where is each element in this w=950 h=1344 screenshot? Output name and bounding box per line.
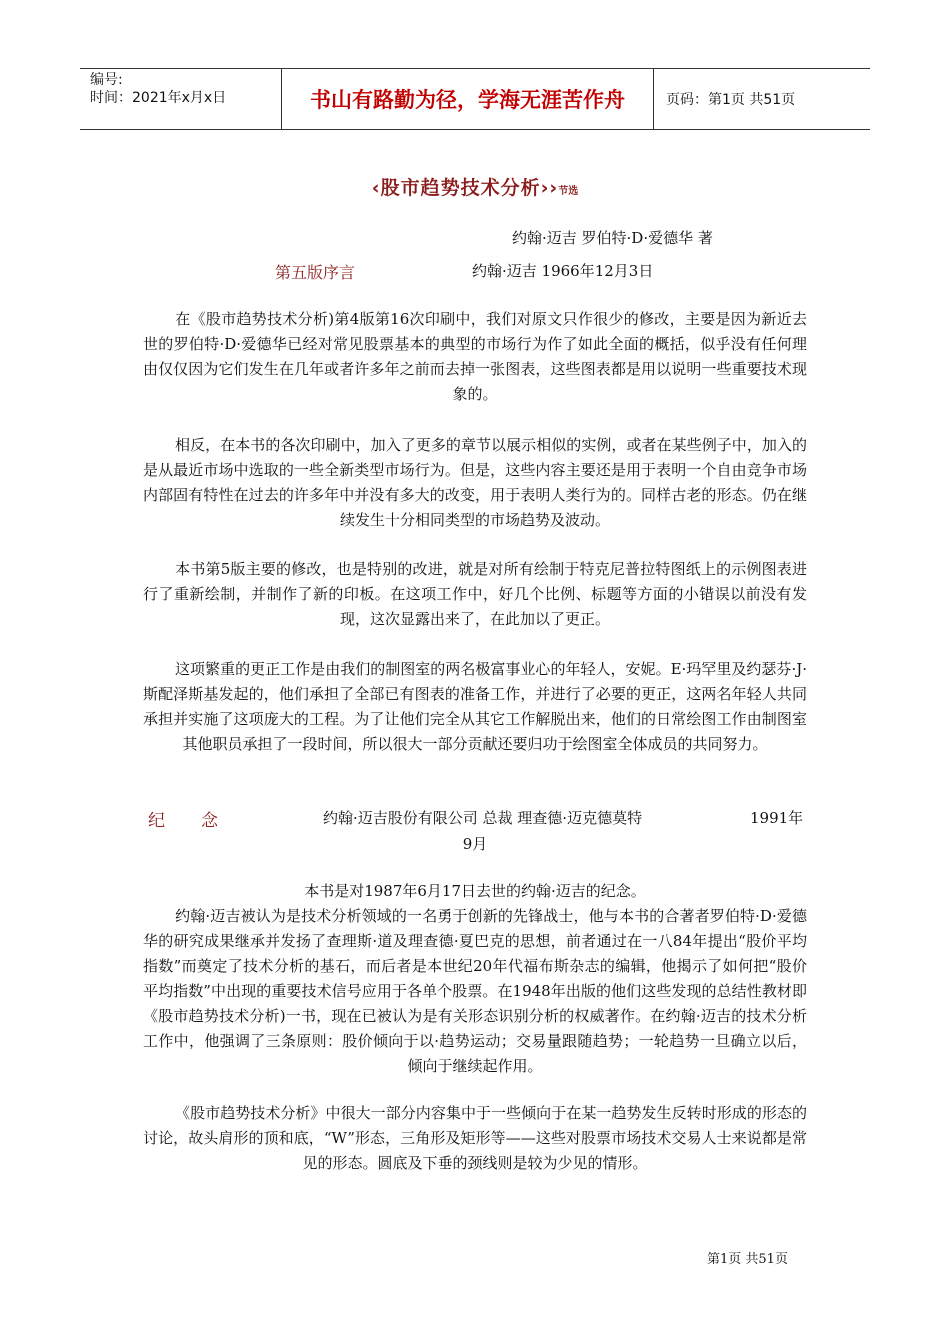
header-page-info: 页码：第1页 共51页 xyxy=(666,92,796,108)
preface-byline: 约翰·迈吉 1966年12月3日 xyxy=(472,262,654,280)
paragraph-text: 本书第5版主要的修改，也是特别的改进，就是对所有绘制于特克尼普拉特图纸上的示例图表进行了重新绘制，并制作了新的印板。在这项工作中，好几个比例、标题等方面的小错误以前没有发现，这次显露出来了，在此加以了更正。 xyxy=(143,560,807,628)
paragraph xyxy=(143,879,807,904)
paragraph-text: 这项繁重的更正工作是由我们的制图室的两名极富事业心的年轻人，安妮。E·玛罕里及约瑟芬·J·斯配泽斯基发起的，他们承担了全部已有图表的准备工作，并进行了必要的更正，这两名年轻人共同承担并实施了这项庞大的工程。为了让他们完全从其它工作解脱出来，他们的日常绘图工作由制图室其他职员承担了一段时间，所以很大一部分贡献还要归功于绘图室全体成员的共同努力。 xyxy=(143,660,807,753)
header-left-cell xyxy=(90,71,280,107)
header-motto: 书山有路勤为径，学海无涯苦作舟 xyxy=(310,88,625,112)
paragraph-text: 相反，在本书的各次印刷中，加入了更多的章节以展示相似的实例，或者在某些例子中，加入的是从最近市场中选取的一些全新类型市场行为。但是，这些内容主要还是用于表明一个自由竞争市场内部固有特性在过去的许多年中并没有多大的改变，用于表明人类行为的。同样古老的形态。仍在继续发生十分相同类型的市场趋势及波动。 xyxy=(143,436,807,529)
memorial-info: 约翰·迈吉股份有限公司 总裁 理查德·迈克德莫特 xyxy=(323,809,643,827)
paragraph-text: 在《股市趋势技术分析)第4版第16次印刷中，我们对原文只作很少的修改，主要是因为新近去世的罗伯特·D·爱德华已经对常见股票基本的典型的市场行为作了如此全面的概括，似乎没有任何理由仅仅因为它们发生在几年或者许多年之前而去掉一张图表，这些图表都是用以说明一些重要技术现象的。 xyxy=(143,310,807,403)
header-table xyxy=(80,68,870,130)
paragraph-text: 约翰·迈吉被认为是技术分析领域的一名勇于创新的先锋战士，他与本书的合著者罗伯特·D·爱德华的研究成果继承并发扬了查理斯·道及理查德·夏巴克的思想，前者通过在一八84年提出“股价平均指数”而奠定了技术分析的基石，而后者是本世纪20年代福布斯杂志的编辑，他揭示了如何把“股价平均指数”中出现的重要技术信号应用于各单个股票。在1948年出版的他们这些发现的总结性教材即《股市趋势技术分析)一书，现在已被认为是有关形态识别分析的权威著作。在约翰·迈吉的技术分析工作中，他强调了三条原则：股价倾向于以·趋势运动；交易量跟随趋势；一轮趋势一旦确立以后，倾向于继续起作用。 xyxy=(143,907,807,1075)
memorial-year: 1991年 xyxy=(750,809,804,827)
title-suffix: 节选 xyxy=(558,186,579,197)
paragraph xyxy=(143,433,807,533)
authors-line: 约翰·迈吉 罗伯特·D·爱德华 著 xyxy=(512,229,713,247)
memorial-heading: 纪念 xyxy=(148,811,254,831)
paragraph-text: 《股市趋势技术分析》中很大一部分内容集中于一些倾向于在某一趋势发生反转时形成的形态的讨论，故头肩形的顶和底，“W”形态，三角形及矩形等——这些对股票市场技术交易人士来说都是常见的形态。圆底及下垂的颈线则是较为少见的情形。 xyxy=(143,1104,807,1172)
document-title xyxy=(0,173,950,200)
time-label: 时间：2021年x月x日 xyxy=(90,90,227,106)
paragraph xyxy=(143,657,807,757)
paragraph xyxy=(143,307,807,407)
preface-heading: 第五版序言 xyxy=(275,263,356,282)
paragraph xyxy=(143,557,807,632)
number-label: 编号: xyxy=(90,72,123,88)
paragraph-text: 本书是对1987年6月17日去世的约翰·迈吉的纪念。 xyxy=(304,882,646,900)
page-footer: 第1页 共51页 xyxy=(707,1252,788,1267)
memorial-month: 9月 xyxy=(462,835,488,853)
paragraph xyxy=(143,904,807,1079)
title-main: ‹股市趋势技术分析›› xyxy=(371,177,559,199)
header-divider xyxy=(653,69,654,129)
paragraph xyxy=(143,1101,807,1176)
